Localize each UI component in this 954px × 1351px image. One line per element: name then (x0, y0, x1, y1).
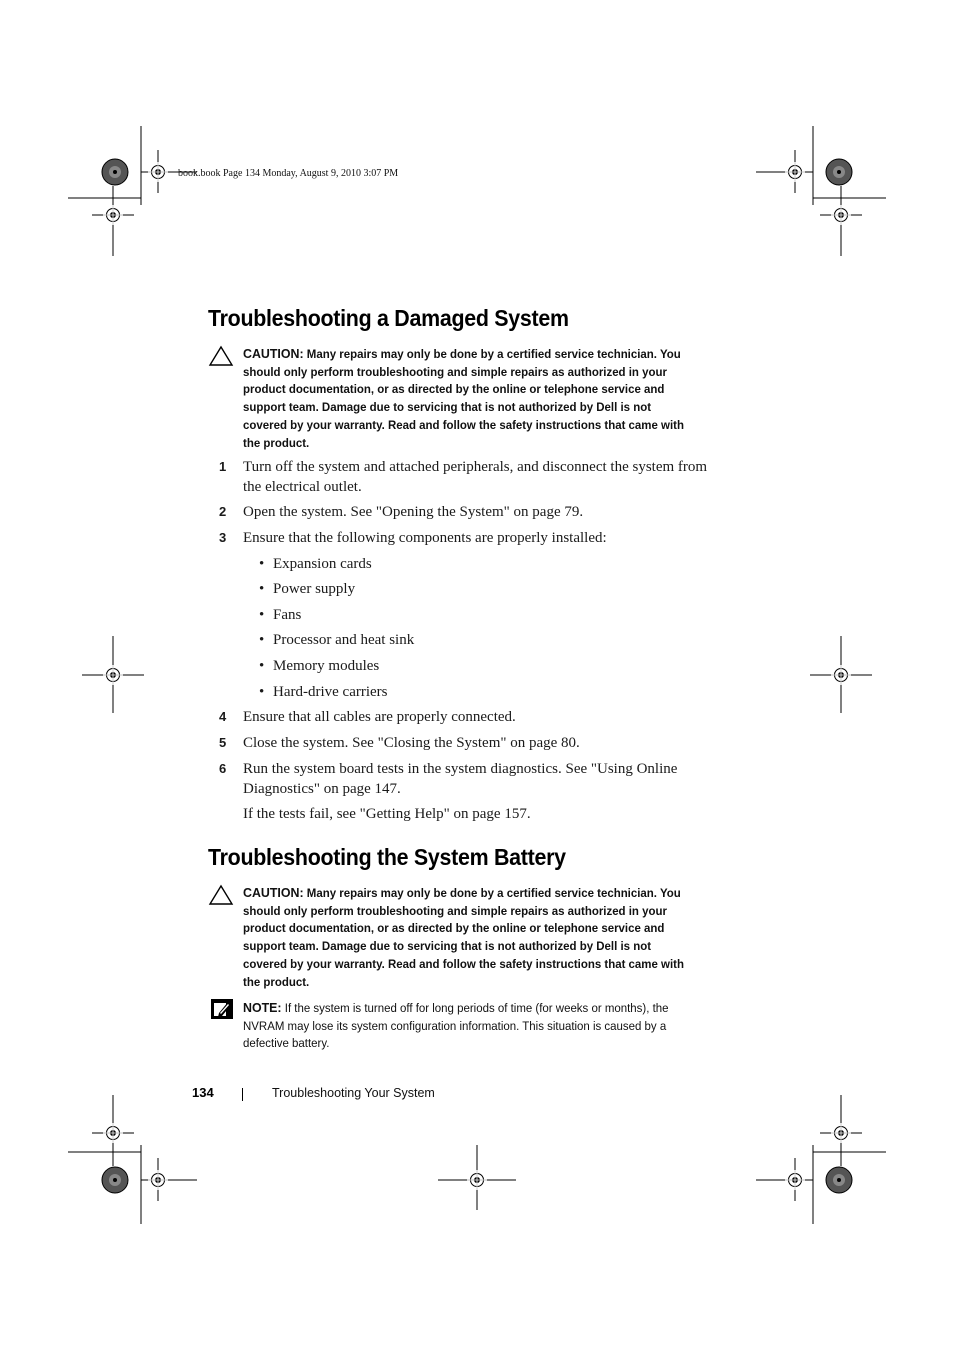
step-item (219, 733, 719, 753)
step-number: 3 (219, 530, 227, 545)
list-item: • Hard-drive carriers (259, 684, 388, 700)
caution-label: CAUTION: (243, 885, 304, 900)
caution-icon (208, 345, 234, 367)
bullet-text: Processor and heat sink (273, 632, 415, 648)
page-number: 134 (192, 1085, 214, 1100)
section-title-system-battery: Troubleshooting the System Battery (208, 844, 566, 870)
list-item: • Fans (259, 607, 302, 623)
caution-text: Many repairs may only be done by a certified service technician. You should only perform troubleshooting and simple repairs as authorized in your product documentation, or as directed by the online or telephone service and support team. Damage due to servicing that is not authorized by Dell is not covered by your warranty. Read and follow the safety instructions that came with the product. (243, 347, 684, 450)
caution-label: CAUTION: (243, 346, 304, 361)
bullet-text: Power supply (273, 581, 356, 597)
note-notice (243, 999, 685, 1053)
footer-divider (242, 1088, 243, 1101)
caution-notice (243, 884, 685, 991)
step-text: Ensure that all cables are properly connected. (243, 709, 516, 725)
step-text: Ensure that the following components are properly installed: (243, 530, 607, 546)
step-text: Run the system board tests in the system diagnostics. See "Using Online Diagnostics" on page 147. (243, 761, 678, 797)
bullet-text: Expansion cards (273, 556, 372, 572)
step-number: 6 (219, 761, 227, 776)
caution-icon (208, 884, 234, 906)
section-title-damaged-system: Troubleshooting a Damaged System (208, 305, 569, 331)
note-text: If the system is turned off for long periods of time (for weeks or months), the NVRAM may lose its system configuration information. This situation is caused by a defective battery. (243, 1001, 669, 1051)
step-text: Close the system. See "Closing the System" on page 80. (243, 735, 580, 751)
bullet-text: Hard-drive carriers (273, 684, 388, 700)
step-item (219, 528, 719, 548)
note-pencil-icon (211, 999, 233, 1019)
footer-chapter-title: Troubleshooting Your System (272, 1086, 435, 1100)
step-text: Open the system. See "Opening the System" on page 79. (243, 504, 584, 520)
list-item: • Expansion cards (259, 556, 372, 572)
caution-text: Many repairs may only be done by a certified service technician. You should only perform troubleshooting and simple repairs as authorized in your product documentation, or as directed by the online or telephone service and support team. Damage due to servicing that is not authorized by Dell is not covered by your warranty. Read and follow the safety instructions that came with the product. (243, 886, 684, 989)
step-item (219, 707, 719, 727)
step-number: 1 (219, 459, 227, 474)
step-item (219, 759, 719, 799)
list-item: • Processor and heat sink (259, 632, 415, 648)
note-label: NOTE: (243, 1000, 282, 1015)
print-slug: book.book Page 134 Monday, August 9, 2010 3:07 PM (178, 168, 399, 179)
step-number: 2 (219, 504, 227, 519)
bullet-text: Fans (273, 607, 302, 623)
step-text: Turn off the system and attached peripherals, and disconnect the system from the electrical outlet. (243, 459, 708, 495)
list-item: • Memory modules (259, 658, 380, 674)
bullet-text: Memory modules (273, 658, 380, 674)
step-number: 4 (219, 709, 227, 724)
list-item: • Power supply (259, 581, 356, 597)
followup-text: If the tests fail, see "Getting Help" on page 157. (243, 806, 531, 822)
caution-notice (243, 345, 685, 452)
step-item (219, 502, 719, 522)
step-number: 5 (219, 735, 227, 750)
step-item (219, 457, 719, 497)
